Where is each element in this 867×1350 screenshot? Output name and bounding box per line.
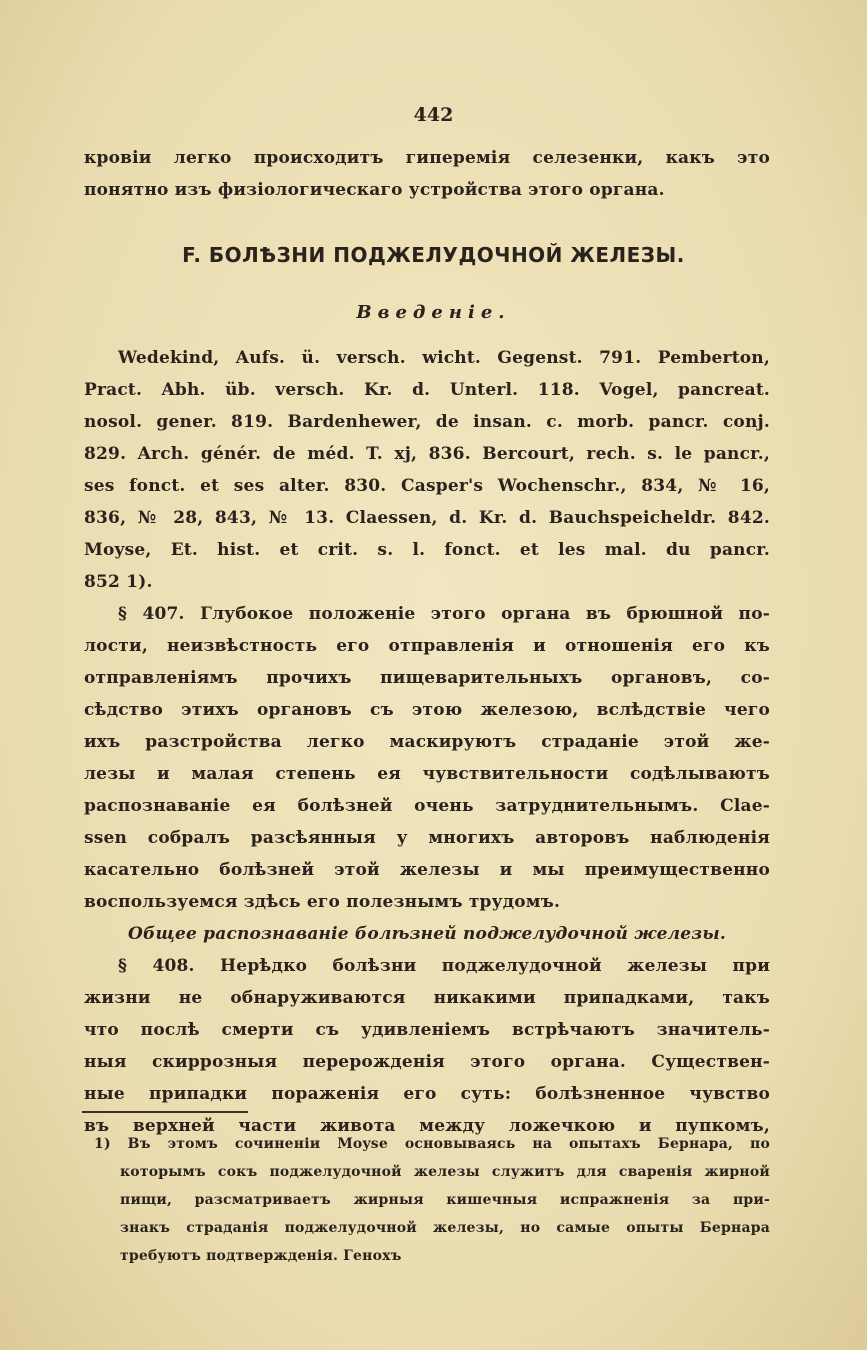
text-line: ses fonct. et ses alter. 830. Casper's Wochenschr., 834, № 16,	[84, 476, 770, 496]
text-line: 836, № 28, 843, № 13. Claessen, d. Kr. d. Bauchspeicheldr. 842.	[84, 508, 770, 528]
text-line: что послѣ смерти съ удивленіемъ встрѣчаютъ значитель-	[84, 1020, 770, 1040]
section-heading: F. БОЛѢЗНИ ПОДЖЕЛУДОЧНОЙ ЖЕЛЕЗЫ.	[182, 243, 685, 267]
text-line: 829. Arch. génér. de méd. T. xj, 836. Bercourt, rech. s. le pancr.,	[84, 444, 770, 464]
introduction-subheading: Введеніе.	[356, 302, 511, 323]
text-line: касательно болѣзней этой железы и мы преимущественно	[84, 860, 770, 880]
text-line: 852 1).	[84, 572, 153, 592]
text-line: Wedekind, Aufs. ü. versch. wicht. Gegenst. 791. Pemberton,	[118, 348, 770, 368]
text-line: Pract. Abh. üb. versch. Kr. d. Unterl. 118. Vogel, pancreat.	[84, 380, 770, 400]
page-number: 442	[413, 104, 454, 126]
text-line: § 408. Нерѣдко болѣзни поджелудочной железы при	[118, 956, 770, 976]
footnote-line: 1) Въ этомъ сочиненіи Moyse основываясь на опытахъ Бернара, по	[94, 1136, 770, 1152]
footnote	[94, 1130, 770, 1270]
text-line: ные припадки пораженія его суть: болѣзненное чувство	[84, 1084, 770, 1104]
text-line: ныя скиррозныя перерожденія этого органа. Существен-	[84, 1052, 770, 1072]
text-line: сѣдство этихъ органовъ съ этою железою, вслѣдствіе чего	[84, 700, 770, 720]
text-line: ихъ разстройства легко маскируютъ страданіе этой же-	[84, 732, 770, 752]
text-line: понятно изъ физіологическаго устройства этого органа.	[84, 180, 665, 200]
bibliography-paragraph	[84, 342, 770, 1142]
text-line: ssen собралъ разсѣянныя у многихъ авторовъ наблюденія	[84, 828, 770, 848]
text-line: лости, неизвѣстность его отправленія и отношенія его къ	[84, 636, 770, 656]
text-line: лезы и малая степень ея чувствительности содѣлываютъ	[84, 764, 770, 784]
footnote-line: которымъ сокъ поджелудочной железы служитъ для сваренія жирной	[120, 1164, 770, 1180]
text-line: распознаваніе ея болѣзней очень затруднительнымъ. Claе-	[84, 796, 770, 816]
footnote-line: знакъ страданія поджелудочной железы, но самые опыты Бернара	[120, 1220, 770, 1236]
text-line: въ верхней части живота между ложечкою и пупкомъ,	[84, 1116, 770, 1136]
footnote-line: требуютъ подтвержденія. Генохъ	[120, 1248, 402, 1264]
text-line: nosol. gener. 819. Bardenhewer, de insan. c. morb. pancr. conj.	[84, 412, 770, 432]
footnote-divider	[82, 1111, 248, 1113]
text-line: воспользуемся здѣсь его полезнымъ трудомъ.	[84, 892, 561, 912]
subsection-title: Общее распознаваніе болѣзней поджелудочной железы.	[128, 924, 726, 944]
intro-paragraph	[84, 142, 770, 206]
text-line: § 407. Глубокое положеніе этого органа въ брюшной по-	[118, 604, 770, 624]
text-line: отправленіямъ прочихъ пищеварительныхъ органовъ, со-	[84, 668, 770, 688]
text-line: Moyse, Et. hist. et crit. s. l. fonct. et les mal. du pancr.	[84, 540, 770, 560]
text-line: жизни не обнаруживаются никакими припадками, такъ	[84, 988, 770, 1008]
text-line: кровіи легко происходитъ гиперемія селезенки, какъ это	[84, 148, 770, 168]
footnote-line: пищи, разсматриваетъ жирныя кишечныя испражненія за при-	[120, 1192, 770, 1208]
